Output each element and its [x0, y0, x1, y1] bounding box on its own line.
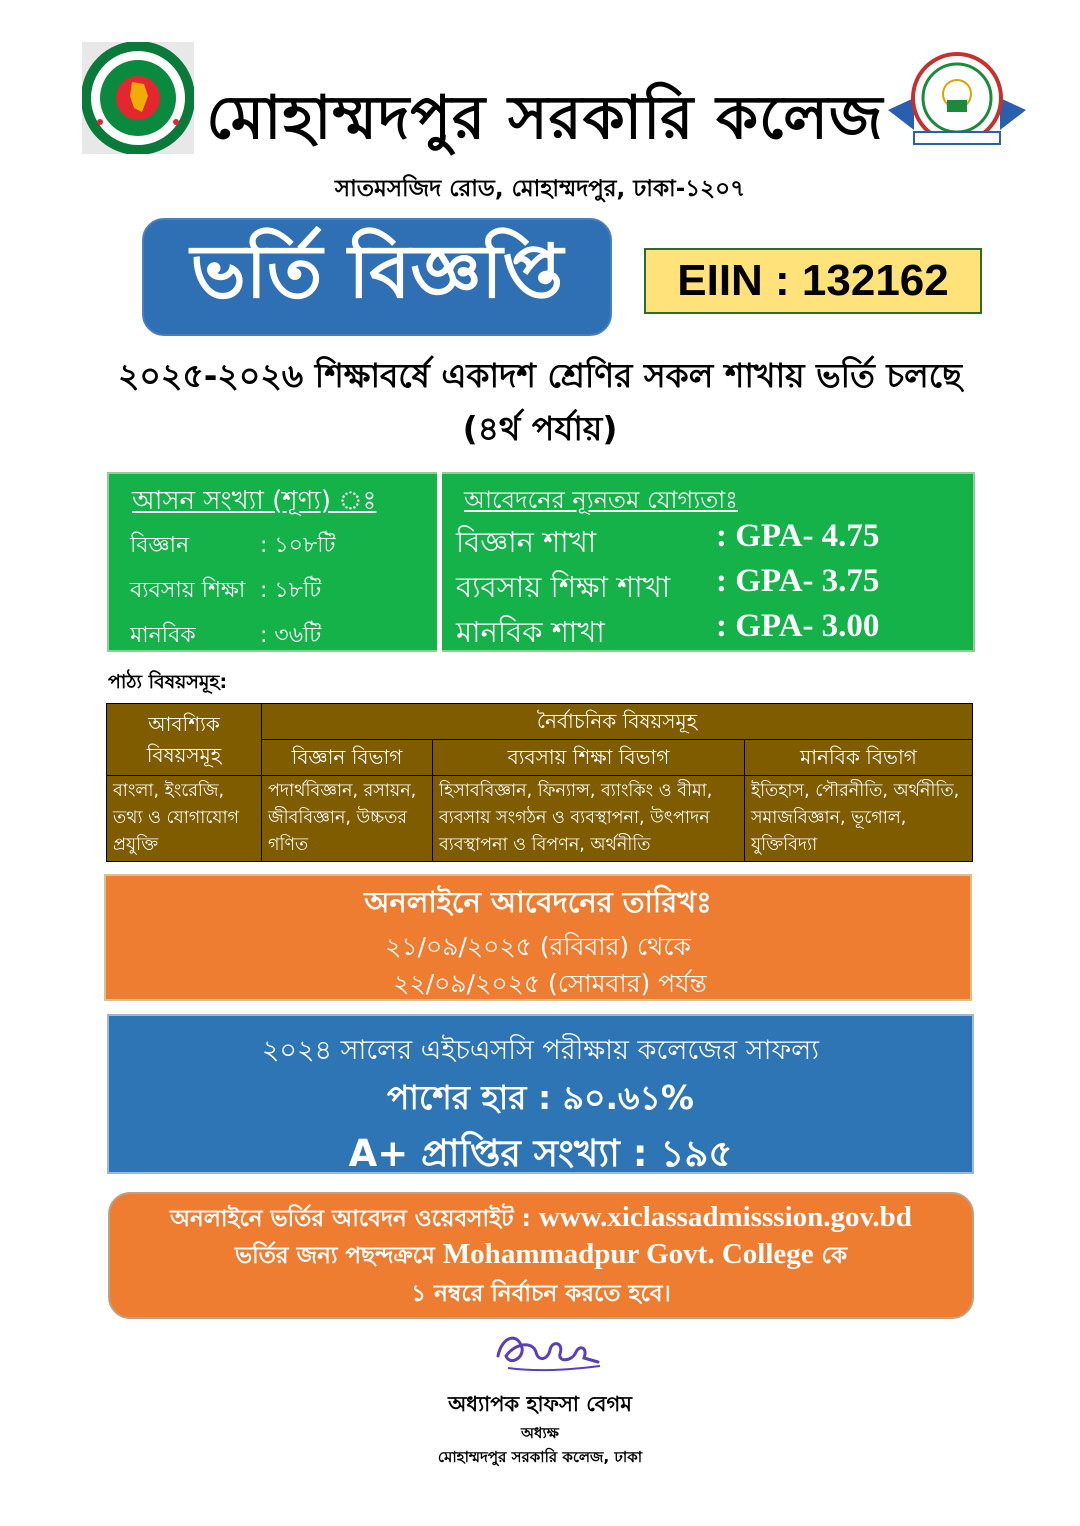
- seat-name-business: ব্যবসায় শিক্ষা: [130, 578, 246, 603]
- principal-title: অধ্যক্ষ: [521, 1424, 559, 1442]
- qualification-title: আবেদনের ন্যূনতম যোগ্যতাঃ: [464, 486, 738, 514]
- session-announcement: ২০২৫-২০২৬ শিক্ষাবর্ষে একাদশ শ্রেণির সকল শাখায় ভর্তি চলছে: [117, 356, 963, 395]
- elective-header: নৈর্বাচনিক বিষয়সমূহ: [262, 704, 973, 740]
- college-name: মোহাম্মদপুর সরকারি কলেজ: [206, 83, 884, 153]
- government-seal-logo: [82, 42, 194, 154]
- college-emblem-logo: [884, 50, 1030, 150]
- website-line: [108, 1200, 974, 1239]
- admission-website-link[interactable]: www.xiclassadmisssion.gov.bd: [538, 1201, 912, 1233]
- principal-college: মোহাম্মদপুর সরকারি কলেজ, ঢাকা: [437, 1448, 643, 1466]
- humanities-header: মানবিক বিভাগ: [745, 740, 973, 776]
- college-english-name: Mohammadpur Govt. College: [442, 1238, 814, 1270]
- seat-count-business: : ১৮টি: [260, 578, 322, 603]
- subjects-label: পাঠ্য বিষয়সমূহ:: [108, 671, 228, 693]
- choice-suffix: কে: [813, 1243, 848, 1269]
- eiin-badge: EIIN : 132162: [644, 248, 982, 314]
- qual-name-science: বিজ্ঞান শাখা: [456, 525, 597, 559]
- application-dates-title: অনলাইনে আবেদনের তারিখঃ: [364, 885, 712, 919]
- seat-count-humanities: : ৩৬টি: [260, 623, 322, 648]
- science-subjects: পদার্থবিজ্ঞান, রসায়ন, জীববিজ্ঞান, উচ্চতর গণিত: [262, 776, 433, 862]
- college-address: সাতমসজিদ রোড, মোহাম্মদপুর, ঢাকা-১২০৭: [334, 176, 746, 202]
- qual-gpa-business: : GPA- 3.75: [716, 563, 880, 599]
- seat-name-science: বিজ্ঞান: [130, 533, 190, 558]
- business-header: ব্যবসায় শিক্ষা বিভাগ: [433, 740, 745, 776]
- admission-notice-title: ভর্তি বিজ্ঞপ্তি: [142, 218, 612, 336]
- compulsory-subjects: বাংলা, ইংরেজি, তথ্য ও যোগাযোগ প্রযুক্তি: [107, 776, 262, 862]
- pass-rate: পাশের হার : ৯০.৬১%: [387, 1078, 694, 1117]
- qual-name-humanities: মানবিক শাখা: [456, 615, 605, 649]
- qual-gpa-science: : GPA- 4.75: [716, 518, 880, 554]
- choice-instruction: ১ নম্বরে নির্বাচন করতে হবে।: [411, 1281, 671, 1307]
- qual-gpa-humanities: : GPA- 3.00: [716, 608, 880, 644]
- choice-line: [108, 1237, 974, 1276]
- results-title: ২০২৪ সালের এইচএসসি পরীক্ষায় কলেজের সাফল্য: [261, 1035, 820, 1066]
- qual-name-business: ব্যবসায় শিক্ষা শাখা: [456, 570, 671, 604]
- seats-title: আসন সংখ্যা (শূণ্য) ঃ: [132, 486, 377, 516]
- seat-count-science: : ১০৮টি: [260, 533, 336, 558]
- compulsory-header: আবশ্যিক বিষয়সমূহ: [107, 704, 262, 776]
- seat-name-humanities: মানবিক: [130, 623, 196, 648]
- a-plus-count: A+ প্রাপ্তির সংখ্যা : ১৯৫: [348, 1132, 733, 1175]
- science-header: বিজ্ঞান বিভাগ: [262, 740, 433, 776]
- application-date-from: ২১/০৯/২০২৫ (রবিবার) থেকে: [385, 932, 691, 961]
- admission-phase: (৪র্থ পর্যায়): [462, 409, 618, 448]
- principal-signature: [488, 1322, 608, 1378]
- humanities-subjects: ইতিহাস, পৌরনীতি, অর্থনীতি, সমাজবিজ্ঞান, ভূগোল, যুক্তিবিদ্যা: [745, 776, 973, 862]
- principal-name: অধ্যাপক হাফসা বেগম: [448, 1392, 632, 1416]
- subjects-table: [106, 703, 973, 862]
- application-date-to: ২২/০৯/২০২৫ (সোমবার) পর্যন্ত: [393, 969, 707, 998]
- panel-divider: [437, 472, 442, 652]
- choice-prefix: ভর্তির জন্য পছন্দক্রমে: [234, 1243, 443, 1269]
- website-label: অনলাইনে ভর্তির আবেদন ওয়েবসাইট :: [170, 1206, 539, 1232]
- business-subjects: হিসাববিজ্ঞান, ফিন্যান্স, ব্যাংকিং ও বীমা, ব্যবসায় সংগঠন ও ব্যবস্থাপনা, উৎপাদন ব্যবস্থাপনা ও বিপণন, অর্থনীতি: [433, 776, 745, 862]
